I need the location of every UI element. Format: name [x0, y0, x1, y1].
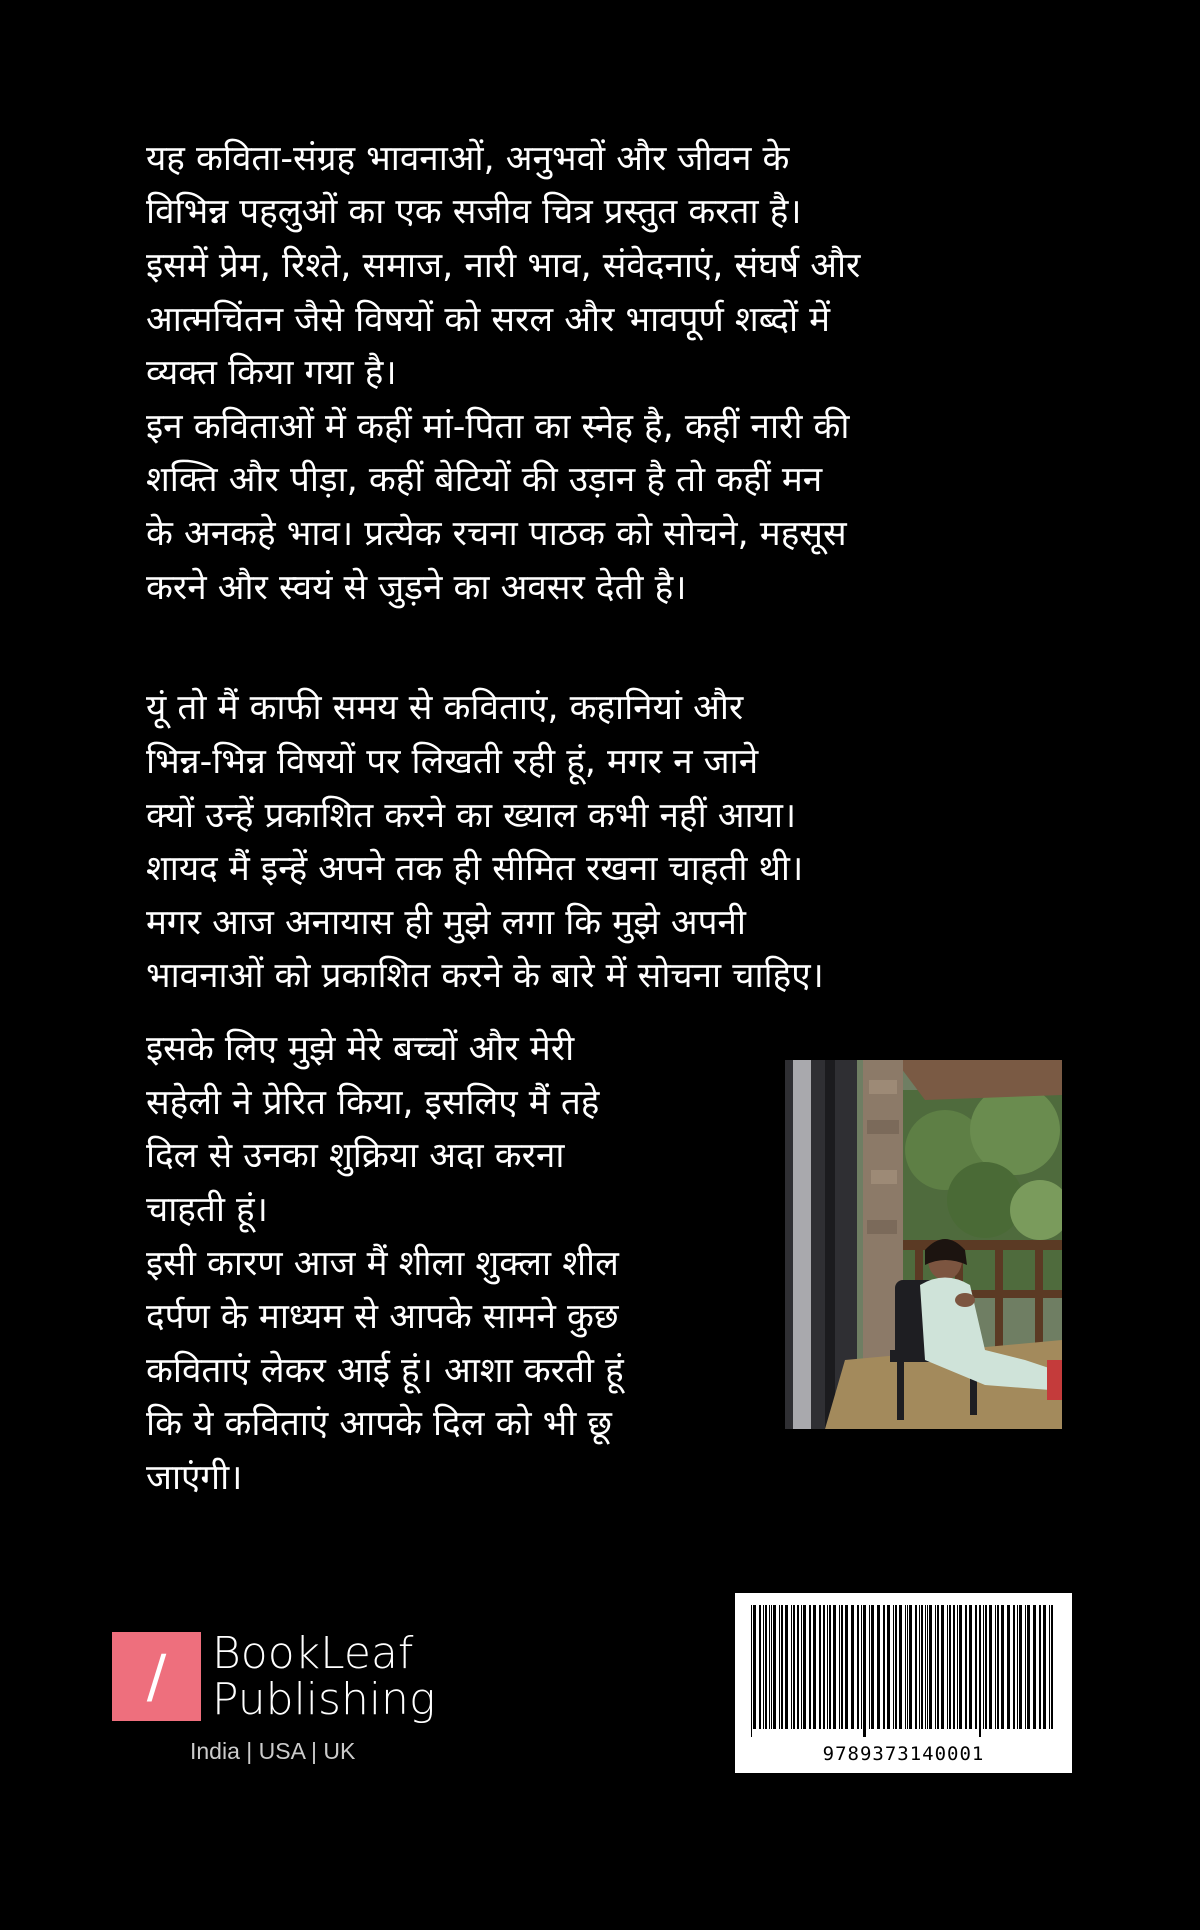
barcode-bar [819, 1605, 821, 1729]
publisher-name-line2: Publishing [212, 1674, 436, 1725]
barcode-bar [959, 1605, 962, 1729]
barcode-bar [949, 1605, 951, 1729]
barcode-bar [899, 1605, 902, 1729]
publisher-name-line1: BookLeaf [212, 1628, 414, 1679]
text-line: इन कविताओं में कहीं मां-पिता का स्नेह है, कहीं नारी की [146, 407, 850, 447]
text-line: शायद मैं इन्हें अपने तक ही सीमित रखना चाहती थी। [146, 849, 804, 889]
barcode-bar [797, 1605, 799, 1729]
logo-mark [112, 1632, 201, 1721]
barcode-bar [751, 1605, 752, 1737]
barcode-bar [965, 1605, 967, 1729]
text-line: यूं तो मैं काफी समय से कविताएं, कहानियां और [146, 688, 744, 728]
barcode-bar [841, 1605, 843, 1729]
barcode-bar [927, 1605, 928, 1729]
barcode-bar [997, 1605, 999, 1729]
barcode-bar [975, 1605, 977, 1729]
text-line: भिन्न-भिन्न विषयों पर लिखती रही हूं, मगर न जाने [146, 742, 759, 782]
barcode-bar [1017, 1605, 1018, 1729]
barcode-bar [779, 1605, 780, 1729]
text-line: के अनकहे भाव। प्रत्येक रचना पाठक को सोचने, महसूस [146, 514, 847, 554]
barcode-bar [813, 1605, 816, 1729]
barcode-bar [1033, 1605, 1036, 1729]
barcode-bar [791, 1605, 792, 1729]
slash-icon: / [146, 1642, 167, 1710]
barcode-bar [829, 1605, 831, 1729]
barcode-bar [833, 1605, 836, 1729]
barcode-bar [857, 1605, 859, 1729]
barcode-bar [809, 1605, 811, 1729]
barcode-bar [935, 1605, 936, 1729]
barcode-bar [883, 1605, 885, 1729]
publisher-tagline: India | USA | UK [190, 1738, 356, 1764]
barcode-bar [905, 1605, 906, 1729]
barcode-bar [793, 1605, 795, 1729]
barcode-bar [925, 1605, 926, 1729]
barcode-bar [937, 1605, 939, 1729]
barcode-bar [1013, 1605, 1015, 1729]
barcode-bar [1007, 1605, 1010, 1729]
text-line: भावनाओं को प्रकाशित करने के बारे में सोचना चाहिए। [146, 956, 824, 996]
barcode-bar [863, 1605, 866, 1737]
text-line: शक्ति और पीड़ा, कहीं बेटियों की उड़ान है तो कहीं मन [146, 460, 823, 500]
barcode-bar [785, 1605, 788, 1729]
barcode-icon [749, 1605, 1058, 1737]
barcode-bar [941, 1605, 944, 1729]
barcode-bar [909, 1605, 912, 1729]
barcode-bar [759, 1605, 761, 1729]
barcode-bar [915, 1605, 917, 1729]
barcode-bar [771, 1605, 772, 1729]
barcode-bar [781, 1605, 783, 1729]
text-line: मगर आज अनायास ही मुझे लगा कि मुझे अपनी [146, 903, 746, 943]
barcode-bar [839, 1605, 840, 1729]
barcode-bar [919, 1605, 920, 1729]
barcode-bar [921, 1605, 923, 1729]
text-line: इसके लिए मुझे मेरे बच्चों और मेरी [146, 1029, 575, 1069]
author-photo [785, 1060, 1062, 1429]
isbn-number: 9789373140001 [822, 1743, 985, 1765]
barcode-bar [877, 1605, 880, 1729]
text-line: इसमें प्रेम, रिश्ते, समाज, नारी भाव, संवेदनाएं, संघर्ष और [146, 246, 861, 286]
barcode-bar [989, 1605, 992, 1729]
barcode-bar [861, 1605, 862, 1729]
barcode-bar [753, 1605, 756, 1729]
barcode-bar [773, 1605, 776, 1729]
text-line: जाएंगी। [146, 1458, 243, 1498]
barcode-bar [851, 1605, 854, 1729]
text-line: यह कविता-संग्रह भावनाओं, अनुभवों और जीवन के [146, 139, 790, 179]
barcode-bar [845, 1605, 848, 1729]
barcode-bar [763, 1605, 764, 1729]
barcode-bar [1027, 1605, 1030, 1729]
barcode-bar [895, 1605, 897, 1729]
text-line: व्यक्त किया गया है। [146, 353, 397, 393]
barcode-bar [827, 1605, 828, 1729]
barcode-bar [887, 1605, 890, 1729]
barcode-bar [1039, 1605, 1041, 1729]
barcode-bar [953, 1605, 955, 1729]
barcode-bar [823, 1605, 825, 1729]
barcode-bar [929, 1605, 932, 1729]
author-photo-icon [785, 1060, 1062, 1429]
barcode-bar [893, 1605, 894, 1729]
text-line: कि ये कविताएं आपके दिल को भी छू [146, 1404, 612, 1444]
text-line: कविताएं लेकर आई हूं। आशा करती हूं [146, 1351, 624, 1391]
barcode-bar [969, 1605, 972, 1729]
text-line: सहेली ने प्रेरित किया, इसलिए मैं तहे [146, 1083, 600, 1123]
barcode-bar [957, 1605, 958, 1729]
barcode-bar [1043, 1605, 1046, 1729]
text-line: दर्पण के माध्यम से आपके सामने कुछ [146, 1297, 619, 1337]
barcode-bar [765, 1605, 767, 1729]
barcode-bar [995, 1605, 996, 1729]
text-line: दिल से उनका शुक्रिया अदा करना [146, 1136, 565, 1176]
barcode-bar [871, 1605, 874, 1729]
barcode-bar [1051, 1605, 1053, 1729]
barcode-bar [801, 1605, 802, 1729]
text-line: आत्मचिंतन जैसे विषयों को सरल और भावपूर्ण शब्दों में [146, 300, 831, 340]
barcode-bar [1025, 1605, 1026, 1729]
barcode-bar [769, 1605, 770, 1729]
barcode-bar [869, 1605, 870, 1729]
barcode-bar [803, 1605, 806, 1729]
text-line: विभिन्न पहलुओं का एक सजीव चित्र प्रस्तुत करता है। [146, 192, 802, 232]
text-line: क्यों उन्हें प्रकाशित करने का ख्याल कभी नहीं आया। [146, 796, 797, 836]
barcode-bar [1001, 1605, 1004, 1729]
barcode-bar [983, 1605, 984, 1729]
barcode-bar [1019, 1605, 1022, 1729]
isbn-barcode [735, 1593, 1072, 1773]
barcode-bar [979, 1605, 981, 1737]
barcode-bar [1049, 1605, 1050, 1729]
text-line: इसी कारण आज मैं शीला शुक्ला शील [146, 1244, 619, 1284]
barcode-bar [985, 1605, 987, 1729]
text-line: चाहती हूं। [146, 1190, 268, 1230]
text-line: करने और स्वयं से जुड़ने का अवसर देती है। [146, 568, 687, 608]
barcode-bar [947, 1605, 948, 1729]
barcode-bar [907, 1605, 908, 1729]
